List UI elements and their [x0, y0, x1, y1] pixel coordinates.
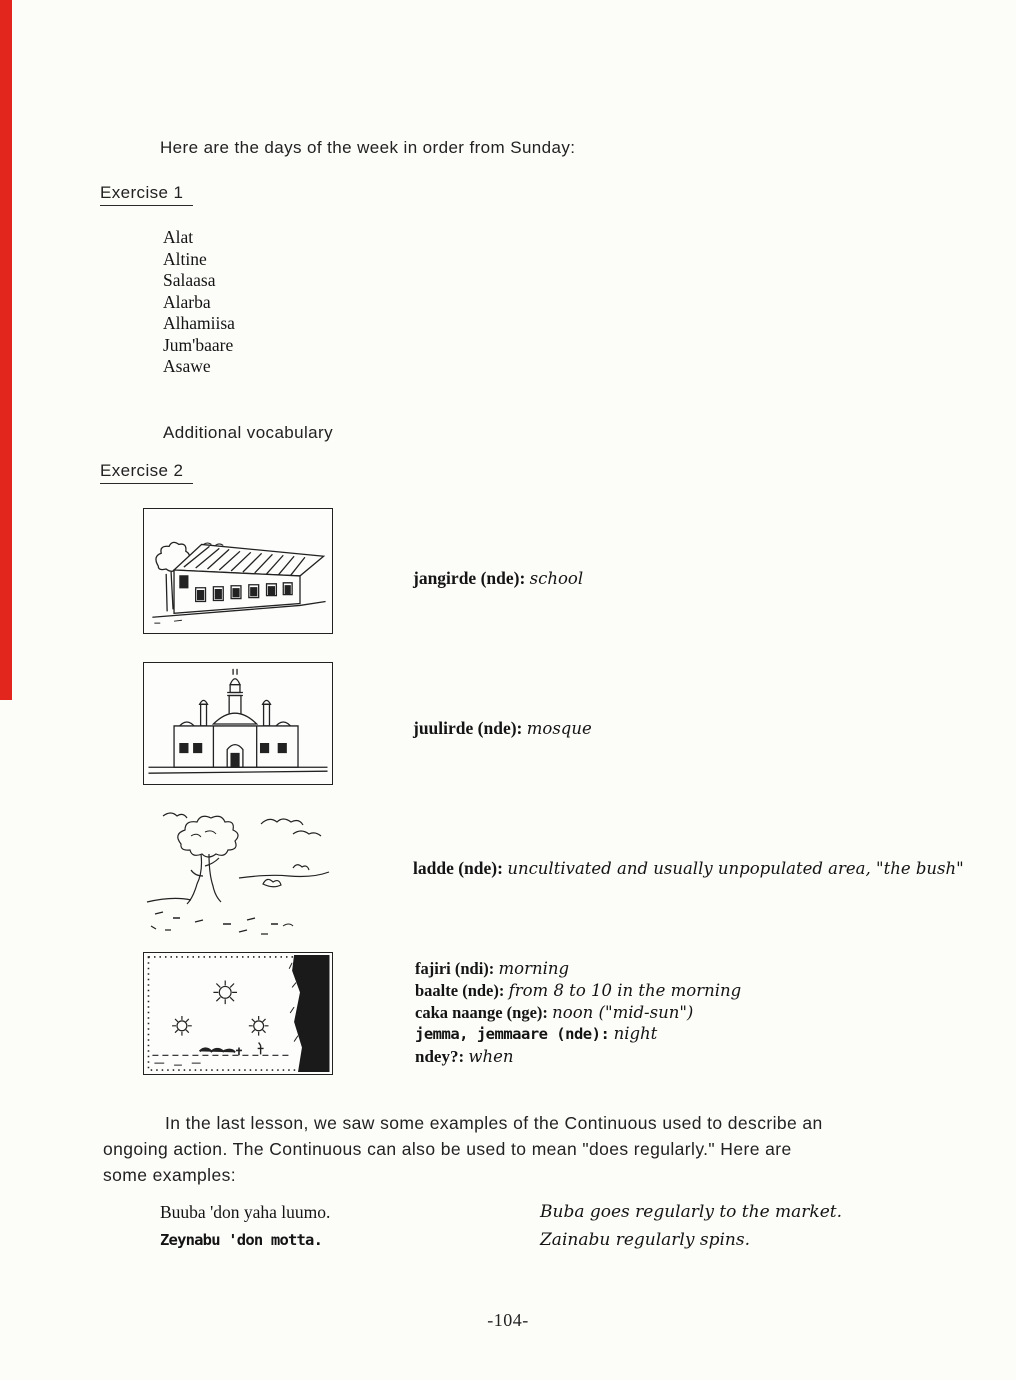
vocab-term: fajiri (ndi):: [415, 959, 495, 978]
vocab-term: ladde (nde):: [413, 858, 503, 878]
vocab-term: jemma, jemmaare (nde):: [415, 1025, 610, 1044]
example-fula: Zeynabu 'don motta.: [160, 1231, 323, 1249]
lesson-paragraph: In the last lesson, we saw some examples of the Continuous used to describe an ongoing action. The Continuous can also be used to mean "does regularly." Here are some examples:: [103, 1113, 823, 1185]
vocab-translation: noon ("mid-sun"): [552, 1002, 694, 1022]
sun-icon: [172, 1016, 192, 1036]
time-vocab-list: [415, 958, 975, 1068]
day-night-illustration: [143, 952, 333, 1075]
vocab-translation: from 8 to 10 in the morning: [508, 980, 742, 1000]
vocab-translation: uncultivated and usually unpopulated area, "the bush": [507, 859, 964, 878]
page-number: -104-: [487, 1310, 529, 1330]
exercise-2-heading: Exercise 2: [100, 461, 193, 484]
vocab-translation: school: [529, 569, 584, 588]
vocab-row-mosque: [413, 716, 833, 741]
time-vocab-row: [415, 958, 975, 980]
vocab-term: baalte (nde):: [415, 980, 505, 1000]
day-item: Asawe: [163, 356, 211, 376]
sun-icon: [249, 1016, 269, 1036]
vocab-translation: morning: [498, 959, 570, 978]
example-fula: Buuba 'don yaha luumo.: [160, 1202, 331, 1222]
time-vocab-row: [415, 1023, 975, 1046]
day-item: Salaasa: [163, 270, 216, 290]
vocab-row-school: [413, 566, 833, 591]
vocab-translation: night: [613, 1024, 658, 1044]
example-english: Buba goes regularly to the market.: [540, 1202, 843, 1222]
sun-icon: [213, 981, 237, 1005]
day-item: Jum'baare: [163, 334, 234, 355]
time-vocab-row: [415, 1002, 975, 1024]
time-vocab-row: [415, 1046, 975, 1068]
example-english: Zainabu regularly spins.: [540, 1230, 750, 1250]
day-item: Alhamiisa: [163, 313, 235, 333]
vocab-translation: mosque: [526, 719, 592, 738]
vocab-row-bush: [413, 856, 978, 881]
red-margin-bar: [0, 0, 12, 700]
vocab-term: ndey?:: [415, 1047, 465, 1067]
day-item: Altine: [163, 248, 207, 269]
example-sentences-english: [540, 1198, 842, 1254]
mosque-illustration: [143, 662, 333, 785]
days-of-week-list: [163, 227, 235, 378]
vocab-translation: when: [468, 1047, 514, 1067]
additional-vocabulary-label: Additional vocabulary: [163, 423, 333, 442]
day-item: Alarba: [163, 291, 211, 312]
vocab-term: jangirde (nde):: [413, 568, 526, 588]
time-vocab-row: [415, 980, 975, 1002]
day-item: Alat: [163, 227, 194, 247]
vocab-term: caka naange (nge):: [415, 1002, 548, 1022]
intro-text: Here are the days of the week in order from Sunday:: [160, 138, 576, 157]
exercise-1-heading: Exercise 1: [100, 183, 193, 206]
vocab-term: juulirde (nde):: [413, 718, 523, 738]
school-illustration: [143, 508, 333, 634]
example-sentences-fula: [160, 1198, 330, 1254]
bush-illustration: [143, 806, 333, 940]
